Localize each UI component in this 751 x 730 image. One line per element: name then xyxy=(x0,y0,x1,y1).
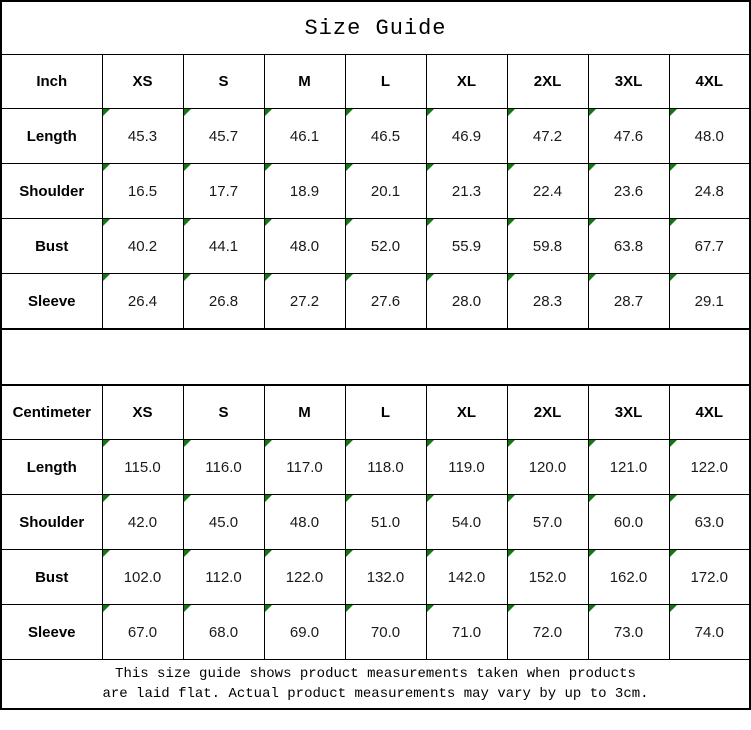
title-row xyxy=(1,1,750,55)
cell-corner-marker-icon xyxy=(508,495,515,502)
cell-corner-marker-icon xyxy=(589,550,596,557)
footer-note xyxy=(1,660,750,710)
cell-corner-marker-icon xyxy=(265,495,272,502)
measurement-cell: 51.0 xyxy=(345,495,426,550)
measurement-cell: 26.8 xyxy=(183,274,264,330)
measurement-cell: 46.5 xyxy=(345,109,426,164)
size-column-header: M xyxy=(264,385,345,440)
cell-corner-marker-icon xyxy=(184,550,191,557)
cell-corner-marker-icon xyxy=(103,274,110,281)
measurement-cell: 46.9 xyxy=(426,109,507,164)
spacer-cell xyxy=(1,329,750,385)
measurement-cell: 63.8 xyxy=(588,219,669,274)
footer-row xyxy=(1,660,750,710)
measurement-row xyxy=(1,219,750,274)
spacer-row xyxy=(1,329,750,385)
measurement-cell: 27.6 xyxy=(345,274,426,330)
measurement-cell: 17.7 xyxy=(183,164,264,219)
measurement-cell: 132.0 xyxy=(345,550,426,605)
row-label: Length xyxy=(1,109,102,164)
measurement-cell: 68.0 xyxy=(183,605,264,660)
cell-corner-marker-icon xyxy=(589,440,596,447)
measurement-cell: 45.3 xyxy=(102,109,183,164)
cell-corner-marker-icon xyxy=(670,605,677,612)
measurement-cell: 67.7 xyxy=(669,219,750,274)
measurement-cell: 116.0 xyxy=(183,440,264,495)
measurement-cell: 22.4 xyxy=(507,164,588,219)
cell-corner-marker-icon xyxy=(508,550,515,557)
page-title: Size Guide xyxy=(1,1,750,55)
row-label: Shoulder xyxy=(1,164,102,219)
cell-corner-marker-icon xyxy=(427,219,434,226)
cell-corner-marker-icon xyxy=(103,605,110,612)
measurement-cell: 152.0 xyxy=(507,550,588,605)
cell-corner-marker-icon xyxy=(427,440,434,447)
size-header-row xyxy=(1,385,750,440)
centimeter-table-body xyxy=(1,385,750,660)
size-column-header: L xyxy=(345,55,426,109)
measurement-cell: 122.0 xyxy=(264,550,345,605)
measurement-cell: 47.6 xyxy=(588,109,669,164)
measurement-cell: 121.0 xyxy=(588,440,669,495)
row-label: Bust xyxy=(1,219,102,274)
measurement-cell: 48.0 xyxy=(264,495,345,550)
measurement-row xyxy=(1,274,750,330)
measurement-cell: 47.2 xyxy=(507,109,588,164)
measurement-row xyxy=(1,550,750,605)
measurement-cell: 28.0 xyxy=(426,274,507,330)
measurement-cell: 63.0 xyxy=(669,495,750,550)
cell-corner-marker-icon xyxy=(589,605,596,612)
cell-corner-marker-icon xyxy=(589,109,596,116)
cell-corner-marker-icon xyxy=(346,440,353,447)
cell-corner-marker-icon xyxy=(589,164,596,171)
cell-corner-marker-icon xyxy=(670,440,677,447)
size-column-header: XS xyxy=(102,385,183,440)
measurement-cell: 118.0 xyxy=(345,440,426,495)
cell-corner-marker-icon xyxy=(265,109,272,116)
footer-note-line2: are laid flat. Actual product measurements may vary by up to 3cm. xyxy=(102,686,649,702)
size-column-header: L xyxy=(345,385,426,440)
cell-corner-marker-icon xyxy=(265,550,272,557)
measurement-cell: 26.4 xyxy=(102,274,183,330)
measurement-cell: 24.8 xyxy=(669,164,750,219)
cell-corner-marker-icon xyxy=(427,605,434,612)
cell-corner-marker-icon xyxy=(265,440,272,447)
measurement-cell: 21.3 xyxy=(426,164,507,219)
cell-corner-marker-icon xyxy=(670,164,677,171)
measurement-row xyxy=(1,109,750,164)
measurement-cell: 71.0 xyxy=(426,605,507,660)
cell-corner-marker-icon xyxy=(103,164,110,171)
measurement-cell: 28.7 xyxy=(588,274,669,330)
measurement-cell: 57.0 xyxy=(507,495,588,550)
measurement-cell: 18.9 xyxy=(264,164,345,219)
cell-corner-marker-icon xyxy=(589,495,596,502)
cell-corner-marker-icon xyxy=(670,109,677,116)
unit-header: Centimeter xyxy=(1,385,102,440)
measurement-cell: 72.0 xyxy=(507,605,588,660)
measurement-cell: 172.0 xyxy=(669,550,750,605)
cell-corner-marker-icon xyxy=(346,219,353,226)
measurement-cell: 112.0 xyxy=(183,550,264,605)
cell-corner-marker-icon xyxy=(508,440,515,447)
row-label: Sleeve xyxy=(1,605,102,660)
cell-corner-marker-icon xyxy=(346,495,353,502)
cell-corner-marker-icon xyxy=(265,274,272,281)
cell-corner-marker-icon xyxy=(265,164,272,171)
measurement-cell: 67.0 xyxy=(102,605,183,660)
size-column-header: XS xyxy=(102,55,183,109)
cell-corner-marker-icon xyxy=(184,605,191,612)
cell-corner-marker-icon xyxy=(670,550,677,557)
measurement-cell: 54.0 xyxy=(426,495,507,550)
row-label: Bust xyxy=(1,550,102,605)
size-column-header: M xyxy=(264,55,345,109)
size-column-header: S xyxy=(183,385,264,440)
measurement-cell: 52.0 xyxy=(345,219,426,274)
cell-corner-marker-icon xyxy=(184,274,191,281)
size-column-header: 3XL xyxy=(588,55,669,109)
cell-corner-marker-icon xyxy=(508,164,515,171)
measurement-cell: 20.1 xyxy=(345,164,426,219)
cell-corner-marker-icon xyxy=(346,164,353,171)
size-column-header: 4XL xyxy=(669,55,750,109)
cell-corner-marker-icon xyxy=(427,495,434,502)
size-column-header: 3XL xyxy=(588,385,669,440)
cell-corner-marker-icon xyxy=(427,550,434,557)
cell-corner-marker-icon xyxy=(589,274,596,281)
cell-corner-marker-icon xyxy=(670,274,677,281)
cell-corner-marker-icon xyxy=(427,164,434,171)
cell-corner-marker-icon xyxy=(184,440,191,447)
measurement-cell: 55.9 xyxy=(426,219,507,274)
measurement-cell: 16.5 xyxy=(102,164,183,219)
size-column-header: 2XL xyxy=(507,55,588,109)
size-column-header: S xyxy=(183,55,264,109)
cell-corner-marker-icon xyxy=(508,109,515,116)
measurement-row xyxy=(1,164,750,219)
measurement-cell: 142.0 xyxy=(426,550,507,605)
measurement-cell: 59.8 xyxy=(507,219,588,274)
measurement-cell: 70.0 xyxy=(345,605,426,660)
measurement-cell: 28.3 xyxy=(507,274,588,330)
cell-corner-marker-icon xyxy=(184,109,191,116)
cell-corner-marker-icon xyxy=(508,605,515,612)
cell-corner-marker-icon xyxy=(670,219,677,226)
measurement-cell: 69.0 xyxy=(264,605,345,660)
cell-corner-marker-icon xyxy=(103,219,110,226)
cell-corner-marker-icon xyxy=(346,605,353,612)
measurement-cell: 29.1 xyxy=(669,274,750,330)
measurement-row xyxy=(1,440,750,495)
cell-corner-marker-icon xyxy=(346,550,353,557)
cell-corner-marker-icon xyxy=(103,495,110,502)
measurement-cell: 60.0 xyxy=(588,495,669,550)
measurement-cell: 45.7 xyxy=(183,109,264,164)
measurement-cell: 23.6 xyxy=(588,164,669,219)
measurement-cell: 46.1 xyxy=(264,109,345,164)
footer-note-line1: This size guide shows product measurements taken when products xyxy=(115,666,636,682)
measurement-cell: 48.0 xyxy=(264,219,345,274)
row-label: Length xyxy=(1,440,102,495)
row-label: Sleeve xyxy=(1,274,102,330)
measurement-cell: 122.0 xyxy=(669,440,750,495)
inch-table-body xyxy=(1,55,750,330)
measurement-cell: 45.0 xyxy=(183,495,264,550)
cell-corner-marker-icon xyxy=(265,605,272,612)
measurement-cell: 162.0 xyxy=(588,550,669,605)
row-label: Shoulder xyxy=(1,495,102,550)
unit-header: Inch xyxy=(1,55,102,109)
size-column-header: 4XL xyxy=(669,385,750,440)
measurement-row xyxy=(1,495,750,550)
cell-corner-marker-icon xyxy=(346,109,353,116)
measurement-cell: 42.0 xyxy=(102,495,183,550)
cell-corner-marker-icon xyxy=(427,109,434,116)
cell-corner-marker-icon xyxy=(346,274,353,281)
cell-corner-marker-icon xyxy=(508,274,515,281)
cell-corner-marker-icon xyxy=(103,440,110,447)
measurement-cell: 73.0 xyxy=(588,605,669,660)
size-header-row xyxy=(1,55,750,109)
measurement-cell: 119.0 xyxy=(426,440,507,495)
measurement-row xyxy=(1,605,750,660)
cell-corner-marker-icon xyxy=(589,219,596,226)
measurement-cell: 48.0 xyxy=(669,109,750,164)
measurement-cell: 120.0 xyxy=(507,440,588,495)
size-column-header: XL xyxy=(426,385,507,440)
size-column-header: 2XL xyxy=(507,385,588,440)
cell-corner-marker-icon xyxy=(184,164,191,171)
cell-corner-marker-icon xyxy=(427,274,434,281)
cell-corner-marker-icon xyxy=(103,109,110,116)
measurement-cell: 44.1 xyxy=(183,219,264,274)
cell-corner-marker-icon xyxy=(184,495,191,502)
measurement-cell: 74.0 xyxy=(669,605,750,660)
cell-corner-marker-icon xyxy=(508,219,515,226)
measurement-cell: 115.0 xyxy=(102,440,183,495)
cell-corner-marker-icon xyxy=(184,219,191,226)
cell-corner-marker-icon xyxy=(265,219,272,226)
measurement-cell: 27.2 xyxy=(264,274,345,330)
measurement-cell: 40.2 xyxy=(102,219,183,274)
measurement-cell: 102.0 xyxy=(102,550,183,605)
size-column-header: XL xyxy=(426,55,507,109)
cell-corner-marker-icon xyxy=(103,550,110,557)
cell-corner-marker-icon xyxy=(670,495,677,502)
measurement-cell: 117.0 xyxy=(264,440,345,495)
